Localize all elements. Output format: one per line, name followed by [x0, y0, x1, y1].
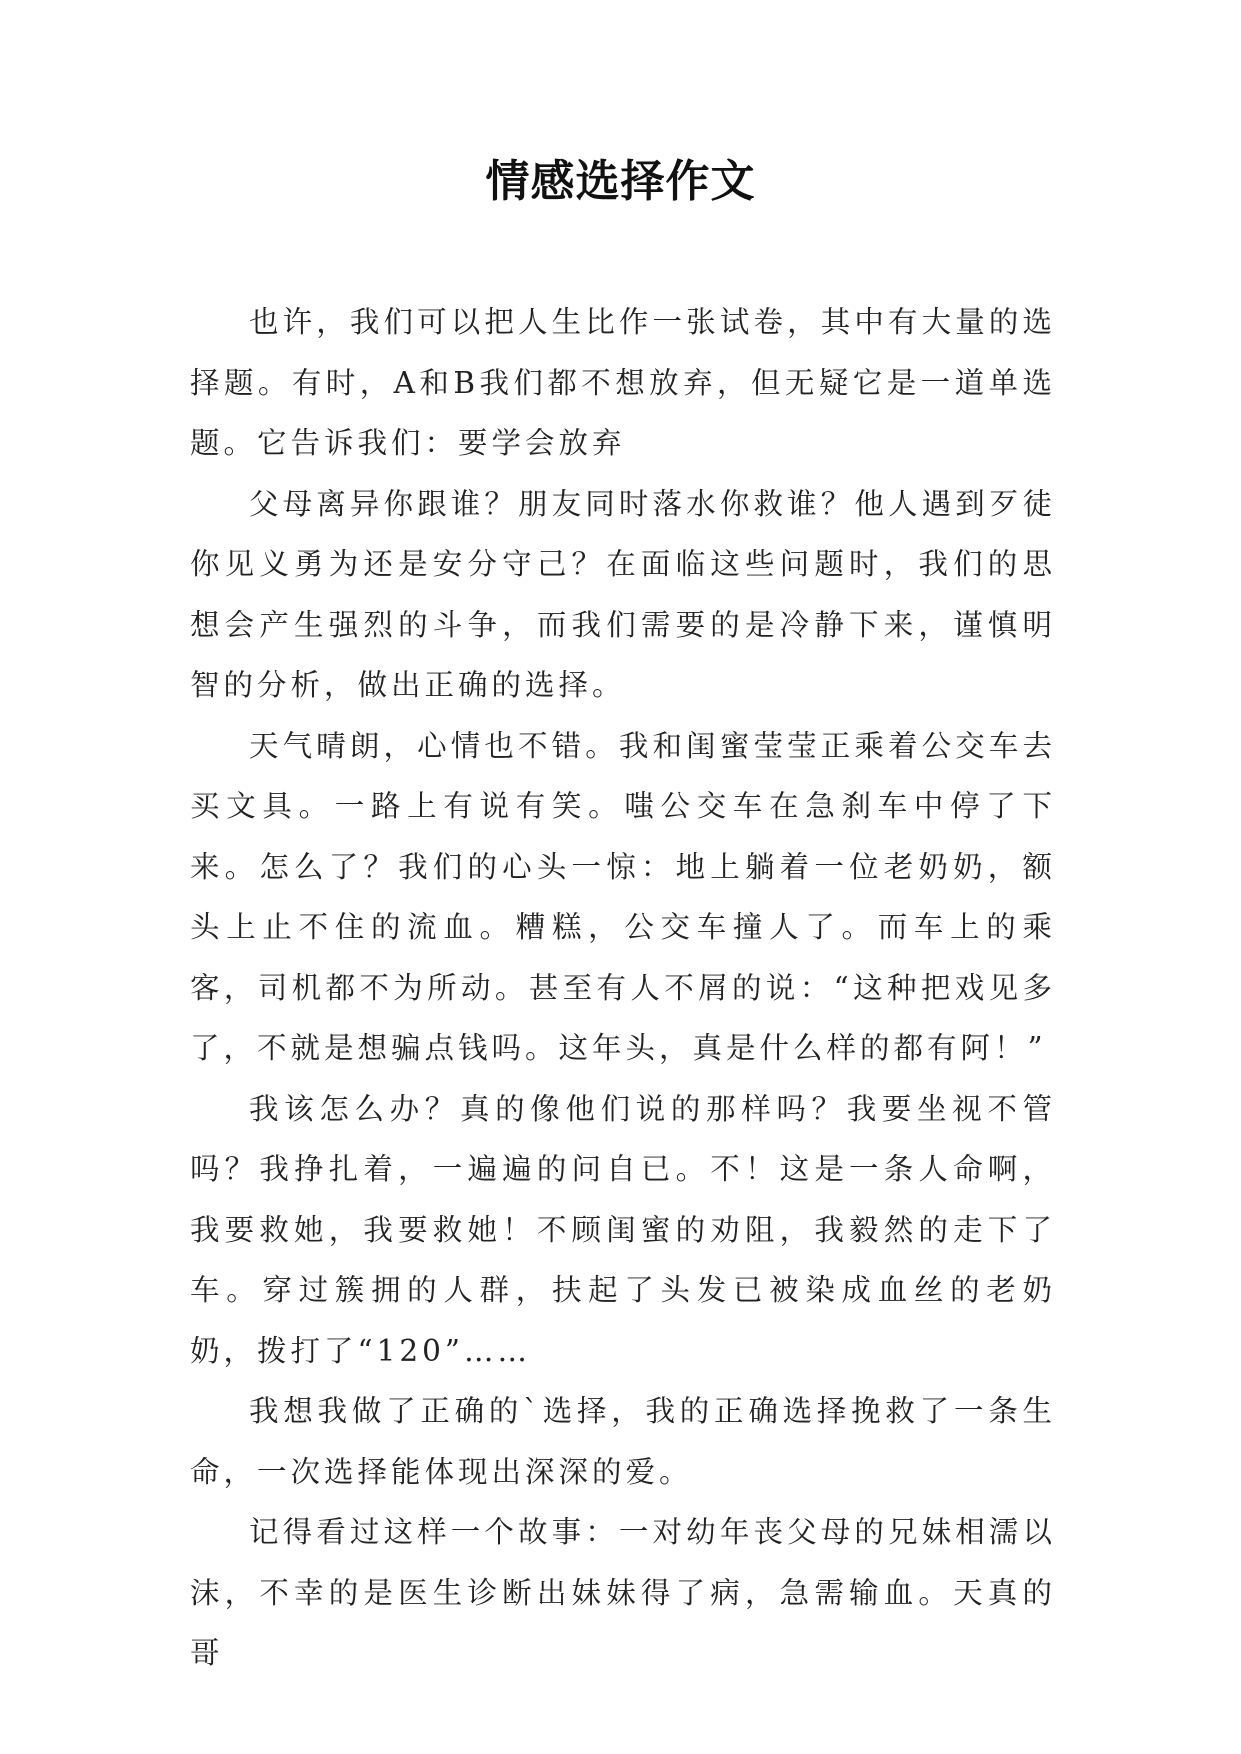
paragraph-3: 天气晴朗，心情也不错。我和闺蜜莹莹正乘着公交车去买文具。一路上有说有笑。嗤公交车在急刹车中停了下来。怎么了？我们的心头一惊：地上躺着一位老奶奶，额头上止不住的流血。糟糕，公交车撞人了。而车上的乘客，司机都不为所动。甚至有人不屑的说：“这种把戏见多了，不就是想骗点钱吗。这年头，真是什么样的都有阿！”: [190, 728, 1056, 1065]
document-body: [190, 292, 1056, 1684]
paragraph-2: 父母离异你跟谁？朋友同时落水你救谁？他人遇到歹徒你见义勇为还是安分守己？在面临这些问题时，我们的思想会产生强烈的斗争，而我们需要的是冷静下来，谨慎明智的分析，做出正确的选择。: [190, 486, 1056, 702]
paragraph-6: 记得看过这样一个故事：一对幼年丧父母的兄妹相濡以沫，不幸的是医生诊断出妹妹得了病，急需输血。天真的哥: [190, 1515, 1056, 1670]
paragraph-1: 也许，我们可以把人生比作一张试卷，其中有大量的选择题。有时，A和B我们都不想放弃，但无疑它是一道单选题。它告诉我们：要学会放弃: [190, 305, 1056, 460]
paragraph-5: 我想我做了正确的`选择，我的正确选择挽救了一条生命，一次选择能体现出深深的爱。: [190, 1394, 1056, 1489]
document-title: 情感选择作文: [485, 156, 756, 207]
paragraph-4: 我该怎么办？真的像他们说的那样吗？我要坐视不管吗？我挣扎着，一遍遍的问自已。不！这是一条人命啊，我要救她，我要救她！不顾闺蜜的劝阻，我毅然的走下了车。穿过簇拥的人群，扶起了头发已被染成血丝的老奶奶，拨打了“120”……: [190, 1091, 1056, 1368]
